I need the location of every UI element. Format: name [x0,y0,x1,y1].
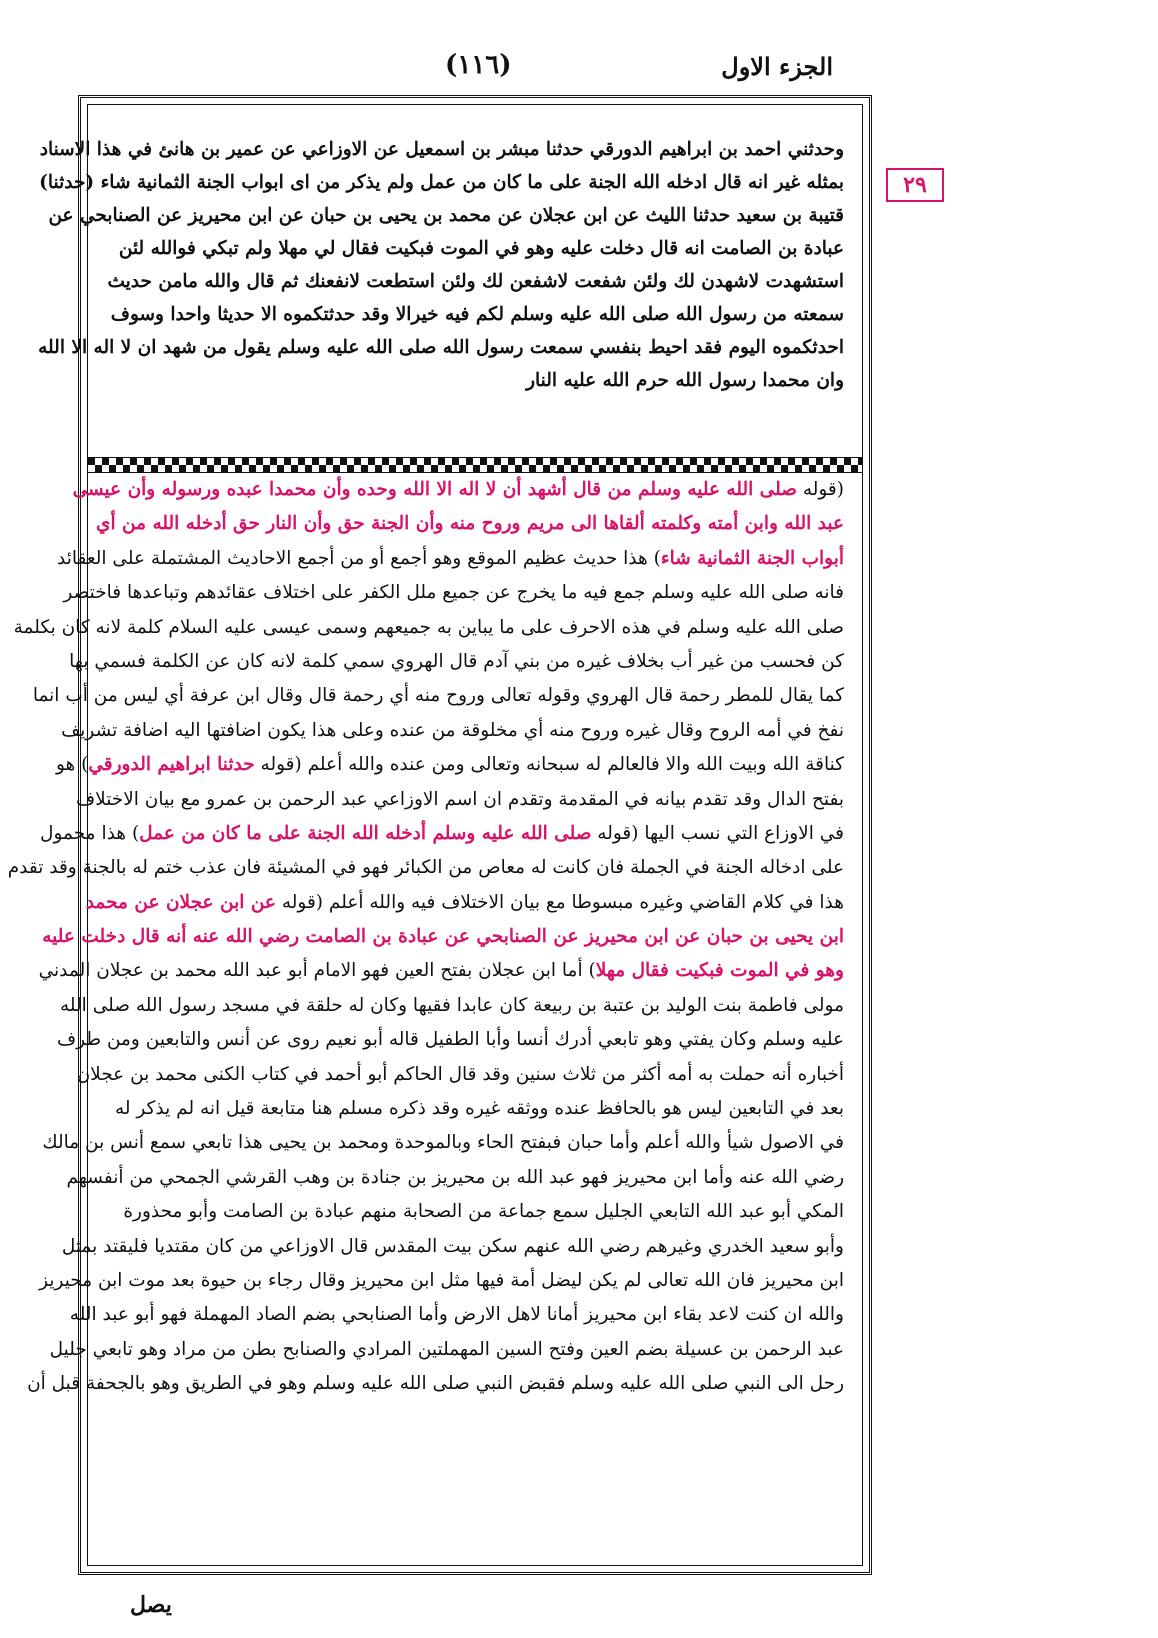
part-title: الجزء الاول [721,52,833,81]
commentary-segment: فانه صلى الله عليه وسلم جمع فيه ما يخرج عن جميع ملل الكفر على اختلاف عقائدهم وتباعدها فاختصر [63,582,844,604]
commentary-line [76,1058,844,1092]
page-number: (١١٦) [445,50,512,80]
hadith-line: احدثكموه اليوم فقد احيط بنفسي سمعت رسول الله صلى الله عليه وسلم يقول من شهد ان لا اله الا الله [38,337,844,358]
commentary-line [95,507,844,541]
commentary-segment: صلى الله عليه وسلم في هذه الاحرف على ما يباين به جميعهم وسمى عيسى عليه السلام كلمة لانه كان بكلمة [13,616,844,638]
hadith-line: سمعته من رسول الله صلى الله عليه وسلم لكم فيه خيرالا وقد حدثتكموه الا حديثا واحدا وسوف [110,304,844,325]
hadith-text-block [38,133,844,465]
commentary-line [7,851,844,885]
quoted-matn-segment: عبد الله وابن أمته وكلمته ألقاها الى مريم وروح منه وأن الجنة حق وأن النار حق أدخله الله من أي [95,513,844,535]
commentary-segment: (قوله [796,479,844,500]
commentary-line [40,817,844,851]
commentary-line [61,714,844,748]
commentary-segment: عبد الرحمن بن عسيلة بضم العين وفتح السين المهملتين المرادي والصنابح بطن من مراد وهو تابعي جليل [49,1338,844,1360]
commentary-line [39,1264,844,1298]
commentary-line [66,1161,844,1195]
quoted-matn-segment: ابن يحيى بن حبان عن ابن محيريز عن الصنابحي عن عبادة بن الصامت رضي الله عنه أنه قال دخلت عليه [42,926,844,948]
quoted-matn-segment: حدثنا ابراهيم الدورقي [88,754,255,776]
commentary-segment: في الاصول شيأ والله أعلم وأما حبان فبفتح الحاء وبالموحدة ومحمد بن يحيى هذا تابعي سمع أنس بن مالك [42,1132,844,1154]
commentary-line [38,954,844,988]
commentary-line [69,645,844,679]
commentary-line [32,679,844,713]
commentary-segment: وأبو سعيد الخدري وغيرهم رضي الله عنهم سكن بيت المقدس قال الاوزاعي من كان مقتديا فليقتد بمثل [61,1235,844,1257]
commentary-line [42,920,844,954]
quoted-matn-segment: عن ابن عجلان عن محمد [85,891,276,913]
quoted-matn-segment: صلى الله عليه وسلم أدخله الله الجنة على ما كان من عمل [139,822,592,844]
commentary-segment: على ادخاله الجنة في الجملة فان كانت له معاص من الكبائر فهو في المشيئة فان عذب ختم له بالجنة وقد تقدم [7,857,844,879]
commentary-segment: أخباره أنه حملت به أمه أكثر من ثلاث سنين وقد قال الحاكم أبو أحمد في كتاب الكنى محمد بن عجلان [76,1063,844,1085]
commentary-segment: نفخ في أمه الروح وقال غيره وروح منه أي مخلوقة من عنده وعلى هذا يكون اضافتها اليه اضافة تشريف [61,719,844,741]
hadith-line: وان محمدا رسول الله حرم الله عليه النار [526,370,844,391]
commentary-segment: بعد في التابعين ليس هو بالحافظ عنده ووثقه غيره وقد ذكره مسلم هنا متابعة قيل انه لم يذكر له [114,1098,844,1120]
page-frame-inner [7,104,863,1566]
commentary-line [63,576,844,610]
commentary-segment: رضي الله عنه وأما ابن محيريز فهو عبد الله بن محيريز بن جنادة بن وهب القرشي الجمحي من أنفسهم [66,1166,844,1188]
hadith-line: وحدثني احمد بن ابراهيم الدورقي حدثنا مبشر بن اسمعيل عن الاوزاعي عن عمير بن هانئ في هذا الاسناد [39,139,844,160]
commentary-line [13,611,844,645]
hadith-line: استشهدت لاشهدن لك ولئن شفعت لاشفعن لك ولئن استطعت لانفعنك ثم قال والله مامن حديث [107,271,844,292]
commentary-segment: في الاوزاع التي نسب اليها (قوله [591,822,844,844]
commentary-segment: هذا في كلام القاضي وغيره مبسوطا مع بيان الاختلاف فيه والله أعلم (قوله [275,891,844,913]
commentary-segment: ) هو [55,754,89,776]
commentary-segment: مولى فاطمة بنت الوليد بن عتبة بن ربيعة كان عابدا فقيها وكان له حلقة في مسجد رسول الله صلى الله [60,994,844,1016]
commentary-block [7,473,844,1563]
commentary-segment: بفتح الدال وقد تقدم بيانه في المقدمة وتقدم ان اسم الاوزاعي عبد الرحمن بن عمرو مع بيان الاختلاف [75,788,844,810]
hadith-line: قتيبة بن سعيد حدثنا الليث عن ابن عجلان عن محمد بن يحيى بن حبان عن ابن محيريز عن الصنابحي عن [48,205,844,226]
commentary-segment: كما يقال للمطر رحمة قال الهروي وقوله تعالى وروح منه أي رحمة قال وقال ابن عرفة أي ليس من أب انما [32,685,844,707]
commentary-segment: كن فحسب من غير أب بخلاف غيره من بني آدم قال الهروي سمي كلمة لانه كان عن الكلمة فسمي بها [69,650,844,672]
commentary-segment: ) هذا محمول [40,822,140,844]
hadith-number-marker: ٢٩ [886,168,944,202]
commentary-segment: والله ان كنت لاعد بقاء ابن محيريز أمانا لاهل الارض وأما الصنابحي بضم الصاد المهملة فهو أبو عبد الله [69,1304,844,1326]
commentary-line [56,1023,844,1057]
page-frame [7,95,872,1575]
hadith-line: بمثله غير انه قال ادخله الله الجنة على ما كان من عمل ولم يذكر من اى ابواب الجنة الثمانية شاء (حدثنا) [39,172,844,193]
commentary-segment: كناقة الله وبيت الله والا فالعالم له سبحانه وتعالى ومن عنده والله أعلم (قوله [254,754,844,776]
commentary-line [75,783,844,817]
commentary-line [72,473,844,507]
commentary-line [61,1230,844,1264]
commentary-segment: رحل الى النبي صلى الله عليه وسلم فقبض النبي صلى الله عليه وسلم وهو في الطريق وهو بالجحفة قبل أن [27,1373,844,1395]
commentary-segment: ) أما ابن عجلان بفتح العين فهو الامام أبو عبد الله محمد بن عجلان المدني [38,960,596,982]
hadith-line: عبادة بن الصامت انه قال دخلت عليه وهو في الموت فبكيت فقال لي مهلا ولم تبكي فوالله لئن [118,238,844,259]
quoted-matn-segment: وهو في الموت فبكيت فقال مهلا [595,960,844,982]
commentary-line [55,748,844,782]
ornamental-divider [88,457,862,473]
commentary-segment: عليه وسلم وكان يفتي وهو تابعي أدرك أنسا وأبا الطفيل قاله أبو نعيم روى عن أنس والتابعين ومن طرف [56,1029,844,1051]
commentary-line [69,1298,844,1332]
commentary-segment: ) هذا حديث عظيم الموقع وهو أجمع أو من أجمع الاحاديث المشتملة على العقائد [57,547,661,569]
commentary-line [85,886,844,920]
commentary-line [106,1195,844,1229]
commentary-segment: المكي أبو عبد الله التابعي الجليل سمع جماعة من الصحابة منهم عبادة بن الصامت وأبو محذورة [123,1201,844,1223]
commentary-line [27,1367,844,1401]
commentary-line [42,1126,844,1160]
commentary-line [60,989,844,1023]
quoted-matn-segment: أبواب الجنة الثمانية شاء [660,547,844,569]
catchword: يصل [130,1592,172,1618]
quoted-matn-segment: صلى الله عليه وسلم من قال أشهد أن لا اله الا الله وحده وأن محمدا عبده ورسوله وأن عيسى [72,479,797,500]
commentary-segment: ابن محيريز فان الله تعالى لم يكن ليضل أمة فيها مثل ابن محيريز وقال رجاء بن حيوة بعد موت ابن محيريز [39,1269,844,1291]
commentary-line [49,1333,844,1367]
commentary-line [57,542,844,576]
commentary-line [106,1092,844,1126]
